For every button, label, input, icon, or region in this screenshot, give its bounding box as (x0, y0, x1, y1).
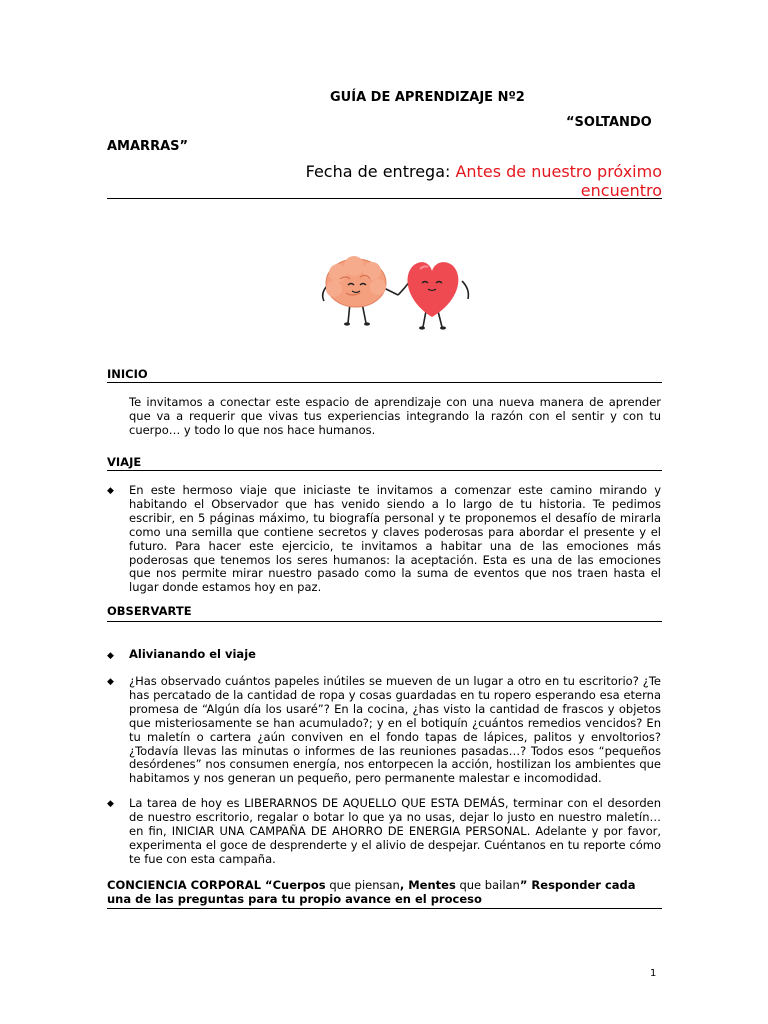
observarte-paragraph-2: La tarea de hoy es LIBERARNOS DE AQUELLO QUE ESTA DEMÁS, terminar con el desorden de nuestro escritorio, regalar o botar lo que ya no usas, dejar lo justo en nuestro maletín… en fin, INICIAR UNA CAMPAÑA DE AHORRO DE ENERGIA PERSONAL. Adelante y por favor, experimenta el goce de desprenderte y el alivio de despejar. Cuéntanos en tu reporte cómo te fue con esta campaña. (129, 796, 661, 866)
doc-title: GUÍA DE APRENDIZAJE Nº2 (330, 90, 525, 105)
bullet-icon: ◆ (107, 677, 114, 687)
section-heading-viaje: VIAJE (107, 455, 142, 469)
viaje-paragraph: En este hermoso viaje que iniciaste te invitamos a comenzar este camino mirando y habitando el Observador que has venido siendo a lo largo de tu historia. Te pedimos escribir, en 5 páginas máximo, tu biografía personal y te proponemos el desafío de mirarla como una semilla que contiene secretos y claves poderosas para abordar el presente y el futuro. Para hacer este ejercicio, te invitamos a habitar una de las emociones más poderosas que tenemos los seres humanos: la aceptación. Esta es una de las emociones que nos permite mirar nuestro pasado como la suma de eventos que nos traen hasta el lugar donde estamos hoy en paz. (129, 483, 661, 595)
bullet-icon: ◆ (107, 651, 114, 661)
conciencia-part-3: , Mentes (399, 878, 456, 892)
inicio-paragraph: Te invitamos a conectar este espacio de aprendizaje con una nueva manera de aprender que va a requerir que vivas tus experiencias integrando la razón con el sentir y con tu cuerpo… y todo lo que nos hace humanos. (129, 395, 661, 437)
section-heading-inicio: INICIO (107, 367, 148, 381)
due-date (242, 162, 662, 200)
doc-subtitle-part2: AMARRAS” (107, 139, 189, 154)
conciencia-part-4: que bailan (455, 878, 520, 892)
divider (107, 382, 662, 383)
brain-icon (326, 256, 386, 307)
due-date-label: Fecha de entrega: (305, 162, 456, 181)
observarte-bullet-title: Alivianando el viaje (129, 647, 256, 661)
conciencia-heading (107, 879, 662, 907)
page-number: 1 (650, 968, 657, 979)
conciencia-part-2: que piensan (325, 878, 400, 892)
divider (107, 621, 662, 622)
conciencia-part-5: ” Responder cada una de las preguntas para tu propio avance en el proceso (107, 878, 636, 906)
conciencia-part-1: CONCIENCIA CORPORAL “Cuerpos (107, 878, 326, 892)
heart-icon (408, 262, 459, 317)
due-date-value-1: Antes de nuestro próximo (455, 162, 662, 181)
divider (107, 470, 662, 471)
divider (107, 908, 662, 909)
bullet-icon: ◆ (107, 799, 114, 809)
section-heading-observarte: OBSERVARTE (107, 604, 192, 618)
observarte-paragraph-1: ¿Has observado cuántos papeles inútiles se mueven de un lugar a otro en tu escritorio? ¿Te has percatado de la cantidad de ropa y cosas guardadas en tu ropero esperando esa eterna promesa de “Algún día los usaré”? En la cocina, ¿has visto la cantidad de frascos y objetos que misteriosamente se han acumulado?; y en el botiquín ¿cuántos remedios vencidos? En tu maletín o cartera ¿aún conviven en el fondo tapas de lápices, palitos y envoltorios? ¿Todavía llevas las minutas o informes de las reuniones pasadas…? Todos esos “pequeños desórdenes” nos consumen energía, nos entorpecen la acción, hostilizan los ambientes que habitamos y nos generan un pequeño, pero permanente malestar e incomodidad. (129, 674, 661, 786)
due-date-value-2: encuentro (580, 181, 662, 200)
brain-heart-illustration (310, 235, 490, 355)
bullet-icon: ◆ (107, 486, 114, 496)
divider (107, 198, 662, 199)
doc-subtitle-part1: “SOLTANDO (566, 115, 652, 130)
